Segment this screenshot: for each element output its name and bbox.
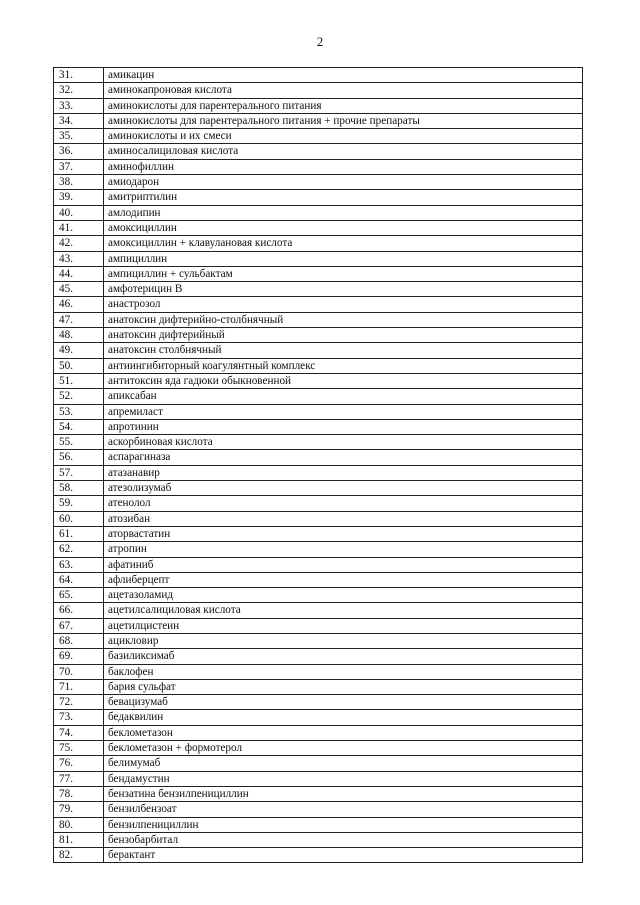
- row-number: 32.: [54, 83, 104, 98]
- table-row: [54, 603, 583, 618]
- drug-name: амитриптилин: [104, 190, 583, 205]
- drug-name: беклометазон + формотерол: [104, 741, 583, 756]
- table-row: [54, 771, 583, 786]
- drug-name: бевацизумаб: [104, 695, 583, 710]
- table-row: [54, 373, 583, 388]
- table-row: [54, 98, 583, 113]
- drug-name: анатоксин дифтерийный: [104, 328, 583, 343]
- row-number: 40.: [54, 205, 104, 220]
- row-number: 60.: [54, 511, 104, 526]
- drug-name: ацетилсалициловая кислота: [104, 603, 583, 618]
- row-number: 65.: [54, 588, 104, 603]
- row-number: 39.: [54, 190, 104, 205]
- drug-name: берактант: [104, 848, 583, 863]
- drug-name: амоксициллин + клавулановая кислота: [104, 236, 583, 251]
- row-number: 72.: [54, 695, 104, 710]
- table-row: [54, 649, 583, 664]
- table-row: [54, 159, 583, 174]
- table-row: [54, 848, 583, 863]
- table-row: [54, 496, 583, 511]
- table-row: [54, 83, 583, 98]
- row-number: 47.: [54, 312, 104, 327]
- table-row: [54, 144, 583, 159]
- drug-name: беклометазон: [104, 725, 583, 740]
- drug-name: аминокапроновая кислота: [104, 83, 583, 98]
- row-number: 71.: [54, 679, 104, 694]
- table-row: [54, 741, 583, 756]
- drug-name: базиликсимаб: [104, 649, 583, 664]
- drug-name: афатиниб: [104, 557, 583, 572]
- row-number: 31.: [54, 68, 104, 83]
- row-number: 69.: [54, 649, 104, 664]
- row-number: 41.: [54, 220, 104, 235]
- row-number: 53.: [54, 404, 104, 419]
- drug-name: аторвастатин: [104, 526, 583, 541]
- row-number: 73.: [54, 710, 104, 725]
- drug-name: бендамустин: [104, 771, 583, 786]
- table-row: [54, 129, 583, 144]
- row-number: 82.: [54, 848, 104, 863]
- drug-name: атазанавир: [104, 465, 583, 480]
- table-row: [54, 832, 583, 847]
- row-number: 46.: [54, 297, 104, 312]
- row-number: 58.: [54, 481, 104, 496]
- table-row: [54, 419, 583, 434]
- table-row: [54, 572, 583, 587]
- drug-name: антиингибиторный коагулянтный комплекс: [104, 358, 583, 373]
- row-number: 78.: [54, 786, 104, 801]
- page-number: 2: [316, 34, 324, 49]
- drug-name: апремиласт: [104, 404, 583, 419]
- row-number: 36.: [54, 144, 104, 159]
- row-number: 66.: [54, 603, 104, 618]
- table-row: [54, 312, 583, 327]
- table-row: [54, 205, 583, 220]
- table-row: [54, 618, 583, 633]
- table-row: [54, 328, 583, 343]
- table-row: [54, 190, 583, 205]
- row-number: 35.: [54, 129, 104, 144]
- drug-name: бензатина бензилпенициллин: [104, 786, 583, 801]
- drug-name: апротинин: [104, 419, 583, 434]
- table-row: [54, 664, 583, 679]
- drug-name: амлодипин: [104, 205, 583, 220]
- table-row: [54, 710, 583, 725]
- drug-list-table: [53, 67, 583, 863]
- table-row: [54, 282, 583, 297]
- table-row: [54, 266, 583, 281]
- drug-name: амикацин: [104, 68, 583, 83]
- row-number: 63.: [54, 557, 104, 572]
- table-row: [54, 175, 583, 190]
- row-number: 62.: [54, 542, 104, 557]
- table-row: [54, 465, 583, 480]
- row-number: 34.: [54, 113, 104, 128]
- table-row: [54, 725, 583, 740]
- drug-name: аминокислоты и их смеси: [104, 129, 583, 144]
- row-number: 77.: [54, 771, 104, 786]
- row-number: 56.: [54, 450, 104, 465]
- table-row: [54, 588, 583, 603]
- drug-name: бензилбензоат: [104, 802, 583, 817]
- drug-name: анатоксин дифтерийно-столбнячный: [104, 312, 583, 327]
- drug-name: баклофен: [104, 664, 583, 679]
- table-row: [54, 679, 583, 694]
- row-number: 80.: [54, 817, 104, 832]
- drug-name: ампициллин: [104, 251, 583, 266]
- drug-name: анастрозол: [104, 297, 583, 312]
- row-number: 75.: [54, 741, 104, 756]
- table-row: [54, 389, 583, 404]
- drug-name: анатоксин столбнячный: [104, 343, 583, 358]
- drug-name: ампициллин + сульбактам: [104, 266, 583, 281]
- row-number: 57.: [54, 465, 104, 480]
- drug-name: аминокислоты для парентерального питания: [104, 98, 583, 113]
- drug-name: бензобарбитал: [104, 832, 583, 847]
- table-row: [54, 511, 583, 526]
- drug-name: ацикловир: [104, 633, 583, 648]
- row-number: 33.: [54, 98, 104, 113]
- table-row: [54, 450, 583, 465]
- drug-name: апиксабан: [104, 389, 583, 404]
- drug-name: аминокислоты для парентерального питания + прочие препараты: [104, 113, 583, 128]
- table-row: [54, 695, 583, 710]
- row-number: 48.: [54, 328, 104, 343]
- table-row: [54, 358, 583, 373]
- table-row: [54, 542, 583, 557]
- row-number: 76.: [54, 756, 104, 771]
- row-number: 54.: [54, 419, 104, 434]
- table-row: [54, 404, 583, 419]
- table-row: [54, 68, 583, 83]
- table-row: [54, 817, 583, 832]
- table-row: [54, 633, 583, 648]
- row-number: 64.: [54, 572, 104, 587]
- row-number: 49.: [54, 343, 104, 358]
- row-number: 52.: [54, 389, 104, 404]
- drug-name: аминосалициловая кислота: [104, 144, 583, 159]
- drug-name: атропин: [104, 542, 583, 557]
- drug-name: бария сульфат: [104, 679, 583, 694]
- drug-list-body: [54, 68, 583, 863]
- drug-name: белимумаб: [104, 756, 583, 771]
- table-row: [54, 343, 583, 358]
- row-number: 45.: [54, 282, 104, 297]
- table-row: [54, 756, 583, 771]
- drug-name: антитоксин яда гадюки обыкновенной: [104, 373, 583, 388]
- table-row: [54, 526, 583, 541]
- row-number: 42.: [54, 236, 104, 251]
- row-number: 59.: [54, 496, 104, 511]
- drug-name: афлиберцепт: [104, 572, 583, 587]
- row-number: 67.: [54, 618, 104, 633]
- table-row: [54, 481, 583, 496]
- drug-name: ацетилцистеин: [104, 618, 583, 633]
- table-row: [54, 802, 583, 817]
- drug-name: аскорбиновая кислота: [104, 435, 583, 450]
- row-number: 55.: [54, 435, 104, 450]
- drug-name: бензилпенициллин: [104, 817, 583, 832]
- drug-name: аминофиллин: [104, 159, 583, 174]
- row-number: 81.: [54, 832, 104, 847]
- row-number: 68.: [54, 633, 104, 648]
- drug-name: атозибан: [104, 511, 583, 526]
- table-row: [54, 786, 583, 801]
- row-number: 44.: [54, 266, 104, 281]
- row-number: 70.: [54, 664, 104, 679]
- drug-name: аспарагиназа: [104, 450, 583, 465]
- row-number: 37.: [54, 159, 104, 174]
- drug-name: атенолол: [104, 496, 583, 511]
- drug-name: атезолизумаб: [104, 481, 583, 496]
- table-row: [54, 220, 583, 235]
- row-number: 74.: [54, 725, 104, 740]
- table-row: [54, 236, 583, 251]
- row-number: 79.: [54, 802, 104, 817]
- table-row: [54, 297, 583, 312]
- table-row: [54, 113, 583, 128]
- row-number: 51.: [54, 373, 104, 388]
- drug-name: амиодарон: [104, 175, 583, 190]
- row-number: 50.: [54, 358, 104, 373]
- table-row: [54, 435, 583, 450]
- row-number: 43.: [54, 251, 104, 266]
- drug-name: амоксициллин: [104, 220, 583, 235]
- drug-name: амфотерицин В: [104, 282, 583, 297]
- table-row: [54, 251, 583, 266]
- row-number: 61.: [54, 526, 104, 541]
- drug-name: ацетазоламид: [104, 588, 583, 603]
- table-row: [54, 557, 583, 572]
- drug-name: бедаквилин: [104, 710, 583, 725]
- row-number: 38.: [54, 175, 104, 190]
